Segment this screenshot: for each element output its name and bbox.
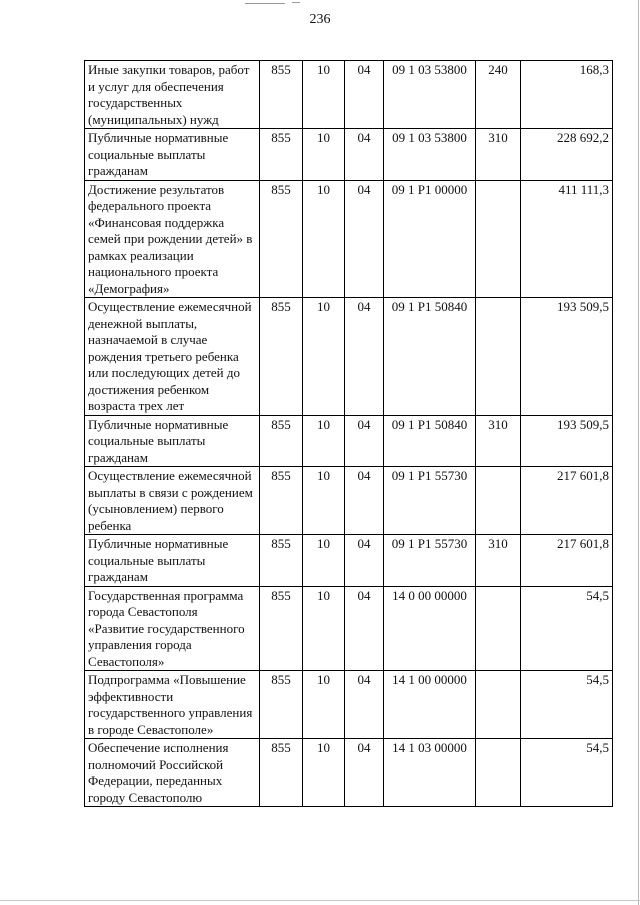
subsection-code-cell: 04 <box>345 298 384 416</box>
scan-top-line <box>292 2 300 3</box>
ministry-code-cell: 855 <box>260 739 303 807</box>
ministry-code-cell: 855 <box>260 535 303 587</box>
expense-type-cell: 310 <box>476 129 521 181</box>
expense-type-cell <box>476 739 521 807</box>
subsection-code-cell: 04 <box>345 671 384 739</box>
expense-name-cell: Подпрограмма «Повышение эффективности государственного управления в городе Севастополе» <box>85 671 260 739</box>
section-code-cell: 10 <box>303 535 345 587</box>
amount-cell: 168,3 <box>521 61 613 129</box>
table-row <box>85 180 613 298</box>
table-row <box>85 535 613 587</box>
expense-type-cell <box>476 180 521 298</box>
table-row <box>85 586 613 671</box>
expense-type-cell <box>476 298 521 416</box>
target-article-cell: 09 1 03 53800 <box>384 61 476 129</box>
section-code-cell: 10 <box>303 298 345 416</box>
ministry-code-cell: 855 <box>260 671 303 739</box>
expense-name-cell: Достижение результатов федерального проекта «Финансовая поддержка семей при рождении детей» в рамках реализации национального проекта «Демография» <box>85 180 260 298</box>
budget-table-body <box>85 61 613 807</box>
subsection-code-cell: 04 <box>345 586 384 671</box>
expense-name-cell: Обеспечение исполнения полномочий Российской Федерации, переданных городу Севастополю <box>85 739 260 807</box>
expense-name-cell: Публичные нормативные социальные выплаты гражданам <box>85 535 260 587</box>
expense-type-cell: 310 <box>476 415 521 467</box>
amount-cell: 54,5 <box>521 739 613 807</box>
expense-type-cell: 240 <box>476 61 521 129</box>
ministry-code-cell: 855 <box>260 586 303 671</box>
amount-cell: 54,5 <box>521 586 613 671</box>
subsection-code-cell: 04 <box>345 739 384 807</box>
subsection-code-cell: 04 <box>345 180 384 298</box>
scan-top-line <box>245 3 285 4</box>
subsection-code-cell: 04 <box>345 129 384 181</box>
scan-right-edge <box>638 0 639 905</box>
table-row <box>85 415 613 467</box>
target-article-cell: 14 1 03 00000 <box>384 739 476 807</box>
target-article-cell: 09 1 P1 55730 <box>384 535 476 587</box>
target-article-cell: 09 1 P1 50840 <box>384 415 476 467</box>
expense-type-cell <box>476 467 521 535</box>
subsection-code-cell: 04 <box>345 535 384 587</box>
table-row <box>85 467 613 535</box>
target-article-cell: 14 0 00 00000 <box>384 586 476 671</box>
section-code-cell: 10 <box>303 739 345 807</box>
expense-name-cell: Публичные нормативные социальные выплаты гражданам <box>85 415 260 467</box>
table-row <box>85 671 613 739</box>
section-code-cell: 10 <box>303 180 345 298</box>
ministry-code-cell: 855 <box>260 129 303 181</box>
expense-name-cell: Иные закупки товаров, работ и услуг для обеспечения государственных (муниципальных) нужд <box>85 61 260 129</box>
ministry-code-cell: 855 <box>260 180 303 298</box>
budget-table <box>84 60 613 807</box>
target-article-cell: 09 1 P1 00000 <box>384 180 476 298</box>
table-row <box>85 129 613 181</box>
page-number: 236 <box>309 12 331 27</box>
target-article-cell: 09 1 03 53800 <box>384 129 476 181</box>
section-code-cell: 10 <box>303 671 345 739</box>
amount-cell: 193 509,5 <box>521 298 613 416</box>
section-code-cell: 10 <box>303 129 345 181</box>
expense-name-cell: Государственная программа города Севастополя «Развитие государственного управления города Севастополя» <box>85 586 260 671</box>
scan-bottom-edge <box>0 900 640 901</box>
subsection-code-cell: 04 <box>345 61 384 129</box>
section-code-cell: 10 <box>303 467 345 535</box>
table-row <box>85 298 613 416</box>
ministry-code-cell: 855 <box>260 61 303 129</box>
target-article-cell: 14 1 00 00000 <box>384 671 476 739</box>
expense-type-cell <box>476 586 521 671</box>
amount-cell: 228 692,2 <box>521 129 613 181</box>
expense-name-cell: Осуществление ежемесячной денежной выплаты, назначаемой в случае рождения третьего ребенка или последующих детей до достижения ребенком возраста трех лет <box>85 298 260 416</box>
amount-cell: 217 601,8 <box>521 467 613 535</box>
section-code-cell: 10 <box>303 61 345 129</box>
expense-type-cell: 310 <box>476 535 521 587</box>
amount-cell: 217 601,8 <box>521 535 613 587</box>
table-row <box>85 739 613 807</box>
amount-cell: 411 111,3 <box>521 180 613 298</box>
section-code-cell: 10 <box>303 415 345 467</box>
expense-name-cell: Осуществление ежемесячной выплаты в связи с рождением (усыновлением) первого ребенка <box>85 467 260 535</box>
ministry-code-cell: 855 <box>260 415 303 467</box>
target-article-cell: 09 1 P1 50840 <box>384 298 476 416</box>
amount-cell: 54,5 <box>521 671 613 739</box>
table-row <box>85 61 613 129</box>
ministry-code-cell: 855 <box>260 467 303 535</box>
amount-cell: 193 509,5 <box>521 415 613 467</box>
section-code-cell: 10 <box>303 586 345 671</box>
subsection-code-cell: 04 <box>345 467 384 535</box>
expense-name-cell: Публичные нормативные социальные выплаты гражданам <box>85 129 260 181</box>
ministry-code-cell: 855 <box>260 298 303 416</box>
target-article-cell: 09 1 P1 55730 <box>384 467 476 535</box>
subsection-code-cell: 04 <box>345 415 384 467</box>
expense-type-cell <box>476 671 521 739</box>
